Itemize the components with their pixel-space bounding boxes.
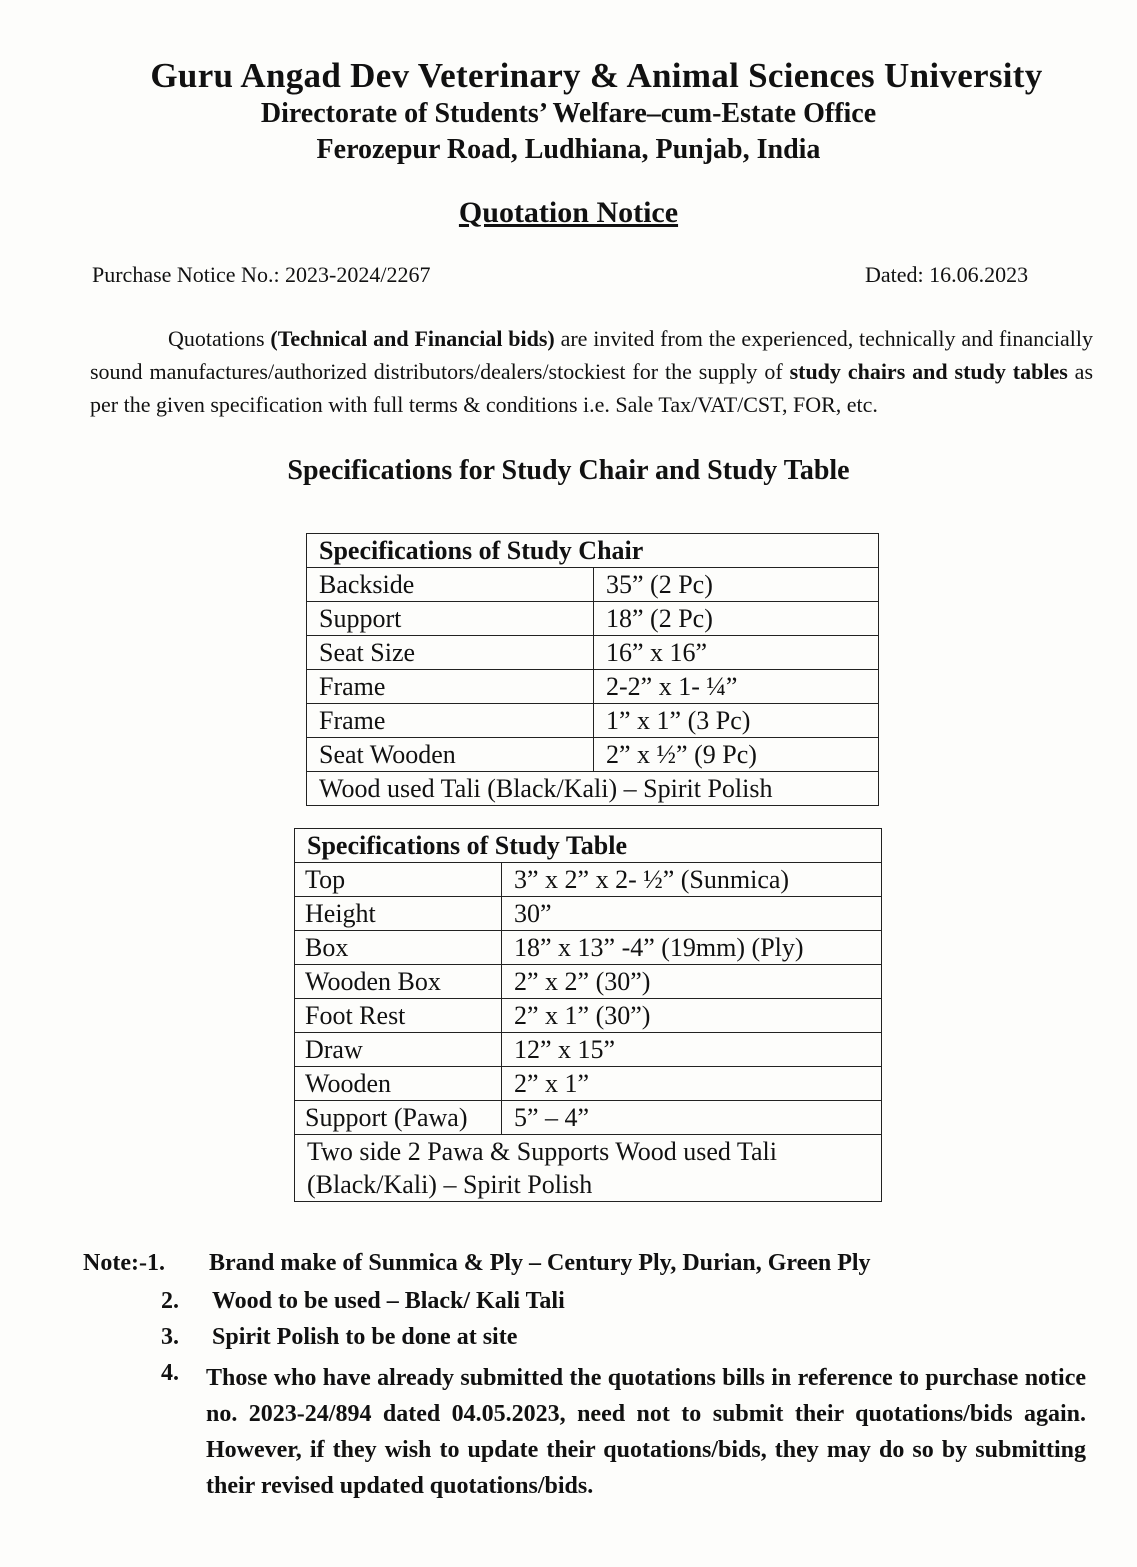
spec-value: 30”: [502, 897, 882, 931]
table-footer-row: [295, 1135, 882, 1202]
page-title: Quotation Notice: [458, 196, 679, 229]
table-row: [307, 602, 879, 636]
spec-key: Seat Size: [307, 636, 594, 670]
spec-key: Wooden: [295, 1067, 502, 1101]
notice-number: Purchase Notice No.: 2023-2024/2267: [92, 262, 431, 287]
spec-value: 2” x 2” (30”): [502, 965, 882, 999]
table-row: [295, 897, 882, 931]
spec-key: Frame: [307, 670, 594, 704]
table-row: [295, 965, 882, 999]
spec-value: 2” x ½” (9 Pc): [594, 738, 879, 772]
spec-key: Box: [295, 931, 502, 965]
note-3-text: Spirit Polish to be done at site: [212, 1324, 518, 1350]
table-row: [307, 568, 879, 602]
chair-spec-footer: Wood used Tali (Black/Kali) – Spirit Polish: [307, 772, 879, 806]
spec-key: Foot Rest: [295, 999, 502, 1033]
table-row: [307, 670, 879, 704]
address: Ferozepur Road, Ludhiana, Punjab, India: [316, 134, 821, 165]
spec-value: 5” – 4”: [502, 1101, 882, 1135]
table-header-row: [295, 829, 882, 863]
intro-paragraph: [90, 322, 1093, 421]
table-row: [307, 704, 879, 738]
spec-value: 16” x 16”: [594, 636, 879, 670]
spec-value: 35” (2 Pc): [594, 568, 879, 602]
spec-value: 1” x 1” (3 Pc): [594, 704, 879, 738]
spec-key: Seat Wooden: [307, 738, 594, 772]
spec-value: 12” x 15”: [502, 1033, 882, 1067]
spec-value: 18” (2 Pc): [594, 602, 879, 636]
note-2-number: 2.: [161, 1288, 179, 1314]
intro-bold-items: study chairs and study tables: [789, 359, 1068, 384]
table-row: [295, 999, 882, 1033]
spec-key: Wooden Box: [295, 965, 502, 999]
note-4-text: Those who have already submitted the quotations bills in reference to purchase notice no. 2023-24/894 dated 04.05.2023, need not to submit their quotations/bids again. However, if they wish to update their quotations/bids, they may do so by submitting their revised updated quotations/bids.: [206, 1365, 1086, 1499]
spec-key: Support (Pawa): [295, 1101, 502, 1135]
spec-value: 2” x 1”: [502, 1067, 882, 1101]
table-header-row: [307, 534, 879, 568]
table-footer-row: [307, 772, 879, 806]
table-row: [295, 1033, 882, 1067]
note-2-text: Wood to be used – Black/ Kali Tali: [212, 1288, 565, 1314]
note-label: Note:-1.: [83, 1250, 165, 1276]
spec-key: Frame: [307, 704, 594, 738]
spec-key: Height: [295, 897, 502, 931]
chair-spec-table: [306, 533, 879, 806]
table-row: [295, 1067, 882, 1101]
note-1-text: Brand make of Sunmica & Ply – Century Ply, Durian, Green Ply: [209, 1250, 871, 1276]
table-spec-footer: Two side 2 Pawa & Supports Wood used Tali (Black/Kali) – Spirit Polish: [295, 1135, 882, 1202]
table-row: [307, 738, 879, 772]
spec-key: Backside: [307, 568, 594, 602]
study-table-spec-table: [294, 828, 882, 1202]
intro-text: Quotations: [168, 326, 271, 351]
table-row: [295, 863, 882, 897]
table-row: [307, 636, 879, 670]
note-3-number: 3.: [161, 1324, 179, 1350]
spec-value: 3” x 2” x 2- ½” (Sunmica): [502, 863, 882, 897]
spec-key: Support: [307, 602, 594, 636]
spec-heading: Specifications for Study Chair and Study Table: [287, 455, 850, 486]
note-4-number: 4.: [161, 1360, 179, 1386]
spec-key: Top: [295, 863, 502, 897]
spec-key: Draw: [295, 1033, 502, 1067]
directorate-name: Directorate of Students’ Welfare–cum-Estate Office: [260, 98, 877, 129]
table-row: [295, 931, 882, 965]
spec-value: 18” x 13” -4” (19mm) (Ply): [502, 931, 882, 965]
intro-text: as per the given specification with full terms & conditions i.e. Sale Tax/VAT/CST, FOR, etc.: [90, 359, 1094, 417]
spec-value: 2-2” x 1- ¼”: [594, 670, 879, 704]
intro-text: are invited from the experienced, technically and financially sound manufactures/authorized distributors/dealers/stockiest for the supply of: [90, 326, 1093, 384]
chair-spec-heading: Specifications of Study Chair: [307, 534, 879, 568]
table-spec-heading: Specifications of Study Table: [295, 829, 882, 863]
table-row: [295, 1101, 882, 1135]
spec-value: 2” x 1” (30”): [502, 999, 882, 1033]
intro-bold-bids: (Technical and Financial bids): [270, 326, 555, 351]
university-name: Guru Angad Dev Veterinary & Animal Sciences University: [150, 56, 1043, 95]
notice-date: Dated: 16.06.2023: [865, 262, 1029, 287]
